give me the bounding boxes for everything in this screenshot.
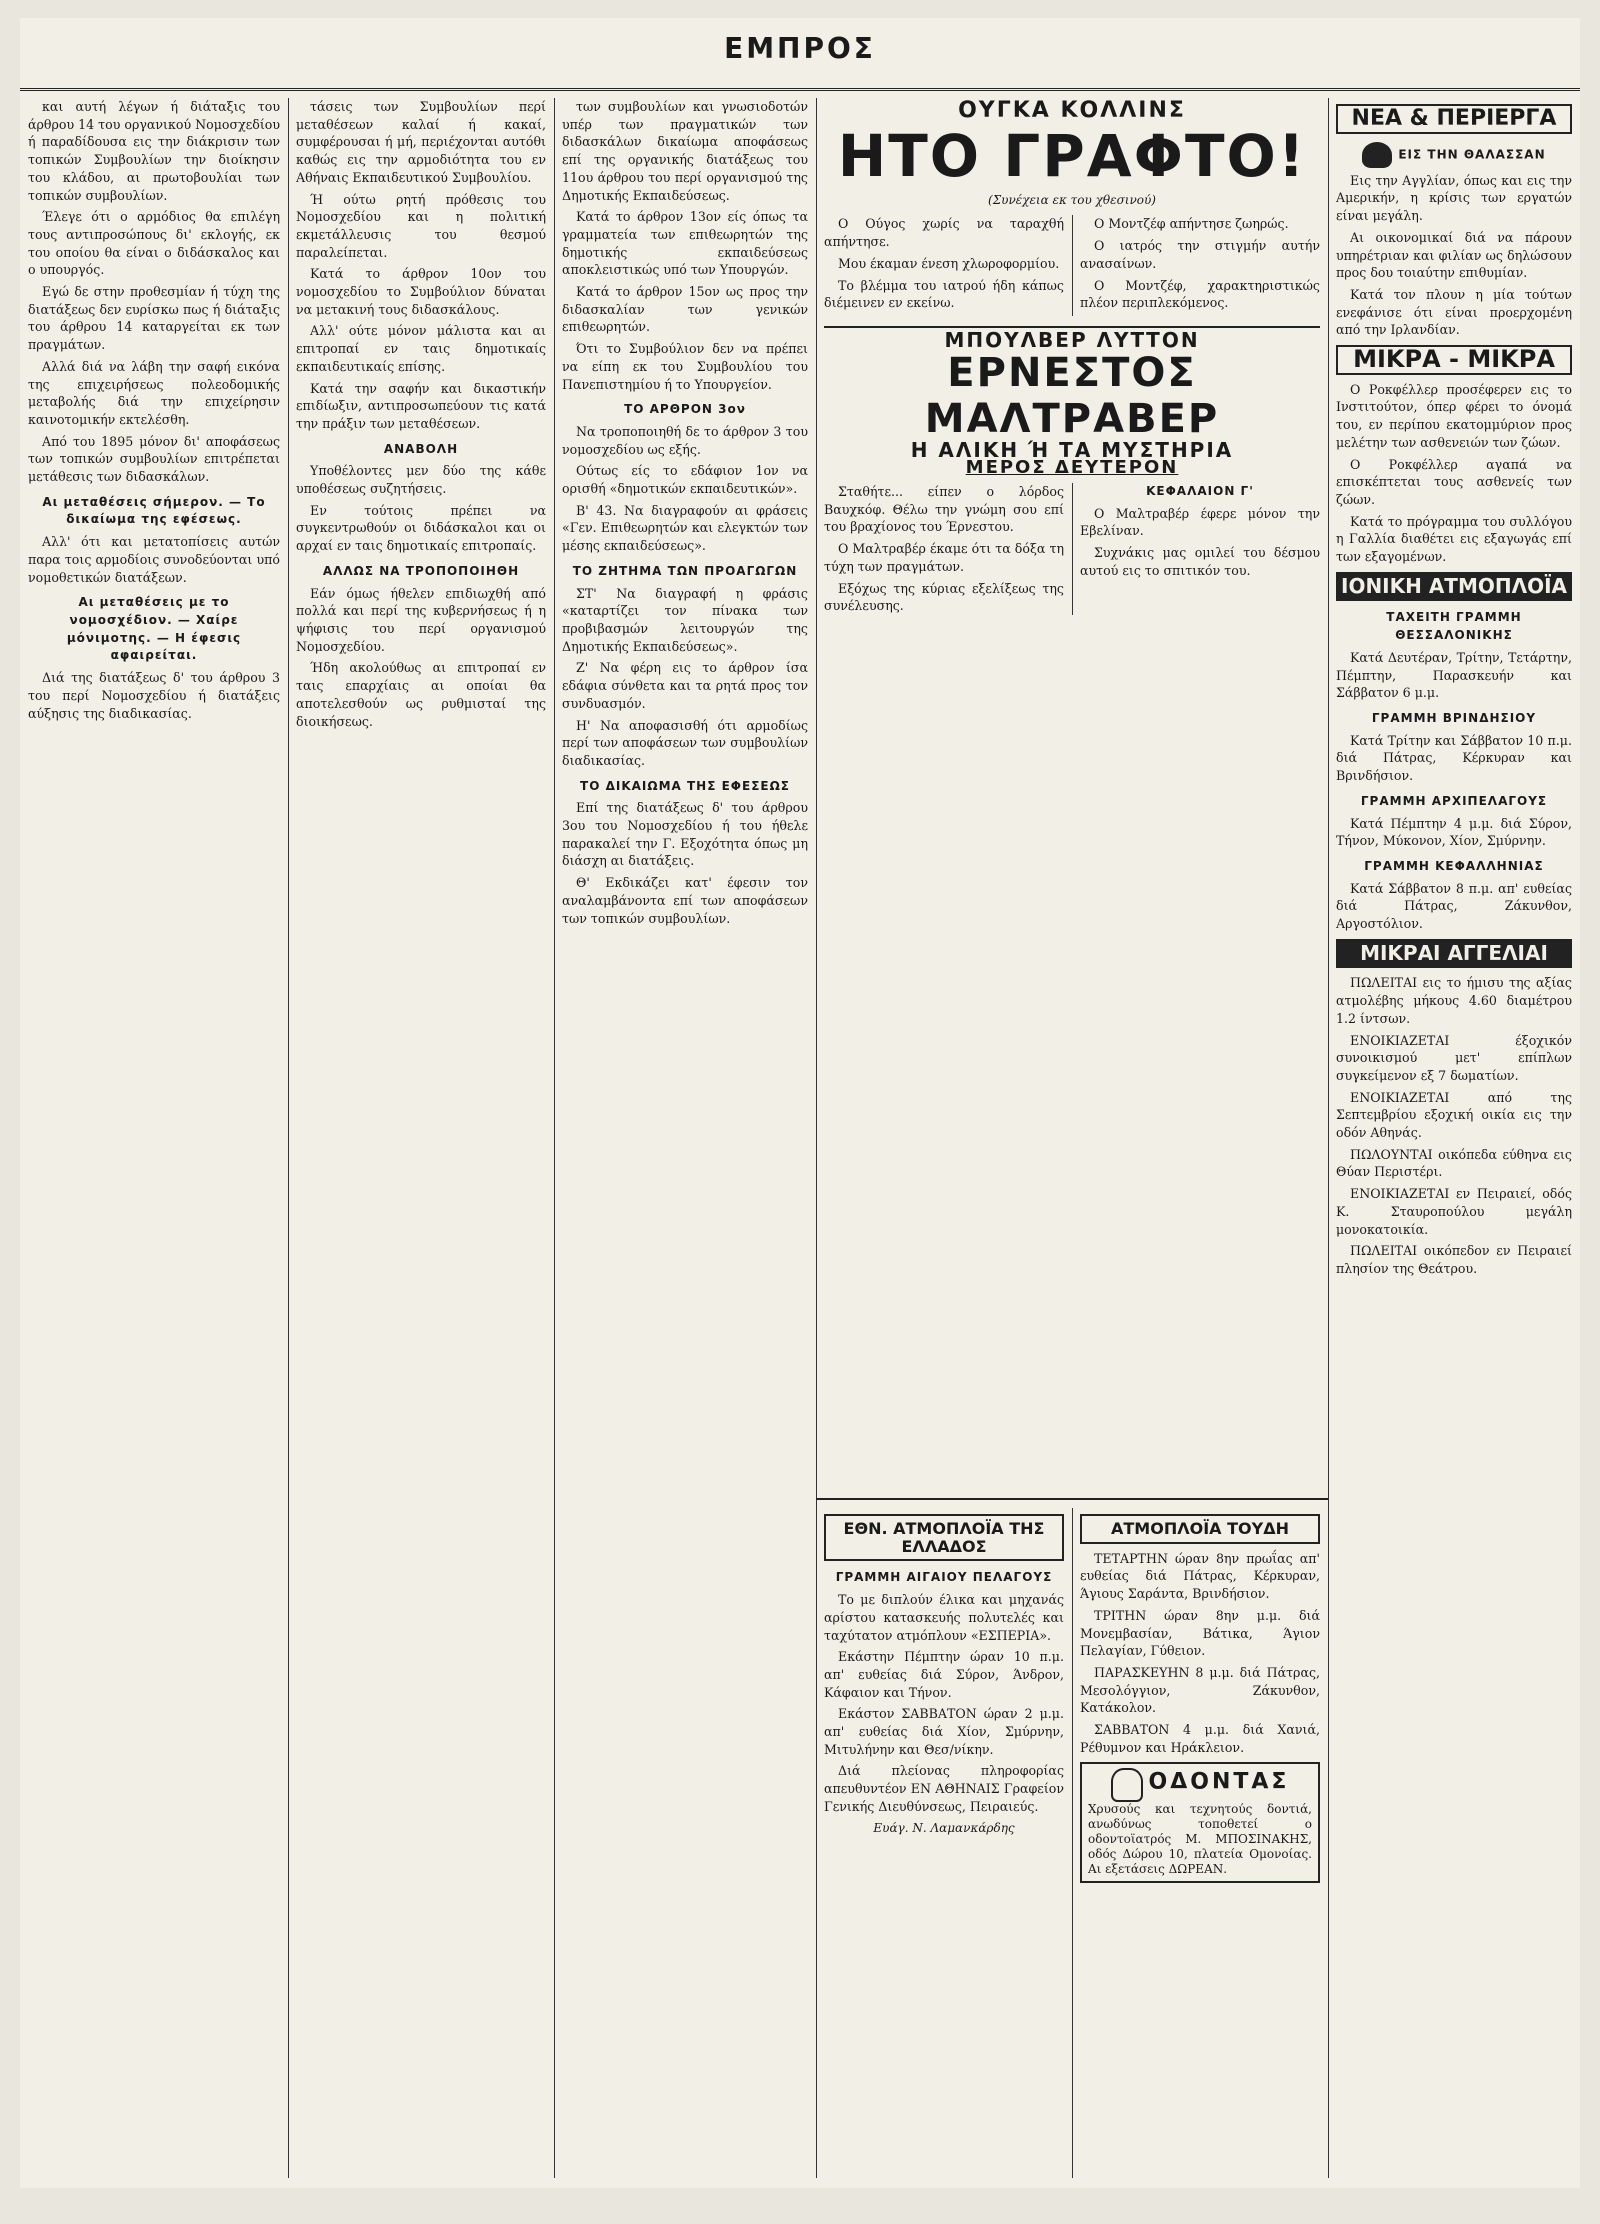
section-heading: Αι μεταθέσεις σήμερον. — Το δικαίωμα της εφέσεως. <box>42 494 266 527</box>
paragraph: Εγώ δε στην προθεσμίαν ή τύχη της διατάξεως δεν ευρίσκω πως ή διάταξις του άρθρου 14 καταργείται εκ των πραγμάτων. <box>28 284 280 353</box>
paragraph: Εκάστον ΣΑΒΒΑΤΟΝ ώραν 2 μ.μ. απ' ευθείας διά Χίον, Σμύρνην, Μιτυλήνην και Θεσ/νίκην. <box>824 1706 1064 1757</box>
paragraph: Μου έκαμαν ένεση χλωροφορμίου. <box>838 255 1060 271</box>
masthead-title: ΕΜΠΡΟΣ <box>724 32 876 65</box>
paragraph: Ούτως είς το εδάφιον 1ον να ορισθή «δημοτικών εκπαιδευτικών». <box>562 463 808 497</box>
column-4-bottom-left <box>816 1508 1072 2178</box>
paragraph: Αι οικονομικαί διά να πάρουν υπηρέτριαν και φιλίαν ως δηλώσουν προς δου τοιαύτην επιθυμίαν. <box>1336 229 1572 281</box>
paragraph: των συμβουλίων και γνωσιοδοτών υπέρ των πραγματικών των διδασκάλων δικαίωμα αποφάσεως επί της οργανικής διατάξεως του 11ου άρθρου του περί οργανισμού της Δημοτικής Εκπαιδεύσεως. <box>562 99 808 203</box>
paragraph: Αλλά διά να λάβη την σαφή εικόνα της επιχειρήσεως πολεοδομικής μεταβολής διά την επιχείρησιν καινοτομικήν εκτελέσθη. <box>28 358 280 427</box>
section-heading: ΤΟ ΖΗΤΗΜΑ ΤΩΝ ΠΡΟΑΓΩΓΩΝ <box>572 563 798 578</box>
section-heading: Αι μεταθέσεις με το νομοσχέδιον. — Χαίρε μόνιμοτης. — Η έφεσις αφαιρείται. <box>66 595 242 663</box>
paragraph: τάσεις των Συμβουλίων περί μεταθέσεων καλαί ή κακαί, συμφέρουσαι ή μή, περιέχονται αυτόθι καθώς εις την αρμοδιότητα του εν Αθήναις Εκπαιδευτικού Συμβουλίου. <box>296 99 546 185</box>
serial-subtitle: Η ΑΛΙΚΗ Ή ΤΑ ΜΥΣΤΗΡΙΑ <box>910 437 1234 462</box>
paragraph: Ο Μοντζέφ, χαρακτηριστικώς πλέον περιπλεκόμενος. <box>1080 277 1320 311</box>
paragraph: Κατά το άρθρον 13ον είς όπως τα γραμματεία των επιθεωρητών της δημοτικής εκπαιδεύσεως αποκλειστικώς υπό των Υπουργών. <box>562 209 808 278</box>
ship-line-heading: ΤΑΧΕΙΤΗ ΓΡΑΜΜΗ ΘΕΣΣΑΛΟΝΙΚΗΣ <box>1386 610 1522 643</box>
paragraph: Ο ιατρός την στιγμήν αυτήν ανασαίνων. <box>1080 238 1320 271</box>
ad-subtitle: ΓΡΑΜΜΗ ΑΙΓΑΙΟΥ ΠΕΛΑΓΟΥΣ <box>835 1570 1053 1585</box>
paragraph: Από του 1895 μόνον δι' αποφάσεως των τοπικών συμβουλίων επιτρέπεται μετάθεσις των διδασκάλων. <box>28 433 280 485</box>
paragraph: ΠΑΡΑΣΚΕΥΗΝ 8 μ.μ. διά Πάτρας, Μεσολόγγιον, Ζάκυνθον, Κατάκολον. <box>1080 1664 1320 1716</box>
paragraph: Σταθήτε... είπεν ο λόρδος Βαυχκόφ. Θέλω την γνώμη σου επί του βραχίονος του Έρνεστου. <box>824 484 1064 535</box>
section-title: ΜΙΚΡΑ - ΜΙΚΡΑ <box>1336 345 1572 375</box>
ad-title: ΑΤΜΟΠΛΟΪΑ ΤΟΥΔΗ <box>1080 1514 1320 1544</box>
column-2 <box>288 98 554 2178</box>
ad-title: ΕΘΝ. ΑΤΜΟΠΛΟΪΑ ΤΗΣ ΕΛΛΑΔΟΣ <box>824 1514 1064 1561</box>
chapter-heading: ΚΕΦΑΛΑΙΟΝ Γ' <box>1146 484 1254 499</box>
section-title: ΙΟΝΙΚΗ ΑΤΜΟΠΛΟΪΑ <box>1336 572 1572 602</box>
paragraph: Β' 43. Να διαγραφούν αι φράσεις «Γεν. Επιθεωρητών και ελεγκτών των μέσης εκπαιδεύσεως». <box>562 502 808 554</box>
ship-line-heading: ΓΡΑΜΜΗ ΒΡΙΝΔΗΣΙΟΥ <box>1371 710 1537 725</box>
paragraph: Ο Μαλτραβέρ έκαμε ότι τα δόξα τη τύχη των πραγμάτων. <box>824 541 1064 574</box>
paragraph: Ή ούτω ρητή πρόθεσις του Νομοσχεδίου και η πολιτική εκμετάλλευσις του θεσμού παραλείπεται. <box>296 191 546 260</box>
paragraph: Κατά Πέμπτην 4 μ.μ. διά Σύρον, Τήνον, Μύκονον, Χίον, Σμύρνην. <box>1336 815 1572 849</box>
newspaper-page <box>20 18 1580 2188</box>
paragraph: ΠΩΛΟΥΝΤΑΙ οικόπεδα εύθηνα εις Θύαν Περιστέρι. <box>1336 1146 1572 1180</box>
paragraph: Θ' Εκδικάζει κατ' έφεσιν τον αναλαμβάνοντα επί των αποφάσεων των τοπικών συμβουλίων. <box>562 875 808 926</box>
paragraph: Ο Ροκφέλλερ αγαπά να επισκέπτεται τους ασθενείς των ζώων. <box>1336 456 1572 507</box>
paragraph: Η' Να αποφασισθή ότι αρμοδίως περί των αποφάσεων των συμβουλίων διαδικασίας. <box>562 717 808 768</box>
dentist-text: Χρυσούς και τεχνητούς δοντιά, ανωδύνως τοποθετεί ο οδοντοϊατρός Μ. ΜΠΟΣΙΝΑΚΗΣ, οδός Δώρου 10, πλατεία Ομονοίας. Αι εξετάσεις ΔΩΡΕΑΝ. <box>1088 1802 1312 1877</box>
paragraph: Κατά τον πλουν η μία τούτων ενεφάνισε ότι είναι προερχομένη από την Ιρλανδίαν. <box>1336 286 1572 338</box>
dentist-title: ΟΔΟΝΤΑΣ <box>1148 1769 1290 1795</box>
paragraph: Έλεγε ότι ο αρμόδιος θα επιλέγη τους αντιπροσώπους δι' εκλογής, εκ του οποίου θα είναι ο διδάσκαλος και ο υπουργός. <box>28 209 280 278</box>
paragraph: Να τροποποιηθή δε το άρθρον 3 του νομοσχεδίου ως εξής. <box>562 423 808 457</box>
paragraph: Κατά Τρίτην και Σάββατον 10 π.μ. διά Πάτρας, Κέρκυραν και Βρινδήσιον. <box>1336 732 1572 784</box>
paragraph: Συχνάκις μας ομιλεί του δέσμου αυτού εις το σπιτικόν του. <box>1080 545 1320 578</box>
column-4-bottom-right <box>1072 1508 1328 2178</box>
paragraph: και αυτή λέγων ή διάταξις του άρθρου 14 του οργανικού Νομοσχεδίου ή παραδίδουσα εις την διάκρισιν των τοπικών Συμβουλίων την διοίκησιν του κλάδου, αι πρωτοβουλίαι των τοπικών συμβουλίων. <box>28 99 280 203</box>
paragraph: Εις την Αγγλίαν, όπως και εις την Αμερικήν, η κρίσις των εργατών είναι μεγάλη. <box>1336 172 1572 224</box>
paragraph: Διά πλείονας πληροφορίας απευθυντέον ΕΝ ΑΘΗΝΑΙΣ Γραφείον Γενικής Διευθύνσεως, Πειραιεύς. <box>824 1763 1064 1814</box>
paragraph: ΤΕΤΑΡΤΗΝ ώραν 8ην πρωΐας απ' ευθείας διά Πάτρας, Κέρκυραν, Άγιους Σαράντα, Βρινδήσιον. <box>1080 1550 1320 1602</box>
paragraph: Κατά Δευτέραν, Τρίτην, Τετάρτην, Πέμπτην, Παρασκευήν και Σάββατον 6 μ.μ. <box>1336 649 1572 701</box>
paragraph: Κατά το πρόγραμμα του συλλόγου η Γαλλία διαθέτει εις εξαγωγάς επί των εξαγομένων. <box>1336 513 1572 565</box>
paragraph: Ότι το Συμβούλιον δεν να πρέπει να είπη εκ του Συμβουλίου του Πανεπιστημίου ή το Υπουργείον. <box>562 341 808 392</box>
paragraph: Το βλέμμα του ιατρού ήδη κάπως διέμεινεν εν εκείνω. <box>824 277 1064 311</box>
serial-part: ΜΕΡΟΣ ΔΕΥΤΕΡΟΝ <box>965 457 1179 479</box>
paragraph: Επί της διατάξεως δ' του άρθρου 3ου του Νομοσχεδίου ή του ήθελε παρακαλεί την Γ. Εξοχότητα όπως μη διάσχη αι διατάξεις. <box>562 800 808 869</box>
section-heading: ΤΟ ΔΙΚΑΙΩΜΑ ΤΗΣ ΕΦΕΣΕΩΣ <box>580 778 790 793</box>
paragraph: Κατά το άρθρον 15ον ως προς την διδασκαλίαν των γενικών επιθεωρητών. <box>562 284 808 335</box>
section-heading: ΑΛΛΩΣ ΝΑ ΤΡΟΠΟΠΟΙΗΘΗ <box>322 563 520 578</box>
column-4-serials <box>816 98 1328 1508</box>
paragraph: Εάν όμως ήθελεν επιδιωχθή από πολλά και περί της κυβερνήσεως ή η ψήφισις του περί οργανισμού Νομοσχεδίου. <box>296 585 546 654</box>
section-title: ΜΙΚΡΑΙ ΑΓΓΕΛΙΑΙ <box>1336 939 1572 969</box>
paragraph: Ήδη ακολούθως αι επιτροπαί εν ταις επαρχίαις αι οποίαι θα αποτελεσθούν ως ρυθμισταί της διοικήσεως. <box>296 660 546 729</box>
bird-icon <box>1362 142 1392 168</box>
paragraph: Ο Μαλτραβέρ έφερε μόνον την Εβελίναν. <box>1080 505 1320 539</box>
serial-title: ΗΤΟ ΓΡΑΦΤΟ! <box>837 121 1307 190</box>
paragraph: Αλλ' ότι και μετατοπίσεις αυτών παρα τοις αρμοδίοις συνοδεύονται υπό νομοθετικών διατάξεων. <box>28 534 280 585</box>
section-heading: ΑΝΑΒΟΛΗ <box>383 441 459 456</box>
serial-author: ΟΥΓΚΑ ΚΟΛΛΙΝΣ <box>958 98 1186 123</box>
paragraph: ΕΝΟΙΚΙΑΖΕΤΑΙ από της Σεπτεμβρίου εξοχική οικία εις την οδόν Αθηνάς. <box>1336 1089 1572 1141</box>
paragraph: Το με διπλούν έλικα και μηχανάς αρίστου κατασκευής πολυτελές και ταχύτατον ατμόπλουν «ΕΣΠΕΡΙΑ». <box>824 1592 1064 1643</box>
paragraph: Διά της διατάξεως δ' του άρθρου 3 του περί Νομοσχεδίου ή διατάξεις αύξησις της διαδικασίας. <box>28 670 280 721</box>
dentist-ad <box>1080 1762 1320 1883</box>
paragraph: Ο Μοντζέφ απήντησε ζωηρώς. <box>1094 216 1289 232</box>
column-5 <box>1328 98 1580 2178</box>
ship-line-heading: ΓΡΑΜΜΗ ΚΕΦΑΛΛΗΝΙΑΣ <box>1364 858 1544 873</box>
news-subheading: ΕΙΣ ΤΗΝ ΘΑΛΑΣΣΑΝ <box>1398 147 1546 162</box>
serial-title: ΕΡΝΕΣΤΟΣ ΜΑΛΤΡΑΒΕΡ <box>924 349 1220 442</box>
signature: Ευάγ. Ν. Λαμανκάρδης <box>873 1820 1015 1835</box>
paragraph: ΠΩΛΕΙΤΑΙ εις το ήμισυ της αξίας ατμολέβης μήκους 4.60 διαμέτρου 1.2 ίντσων. <box>1336 975 1572 1026</box>
paragraph: ΤΡΙΤΗΝ ώραν 8ην μ.μ. διά Μονεμβασίαν, Βάτικα, Άγιον Πελαγίαν, Γύθειον. <box>1080 1607 1320 1659</box>
paragraph: Εν τούτοις πρέπει να συγκεντρωθούν οι διδάσκαλοι και οι αρχαί εν ταις δημοτικαίς επιτροπαίς. <box>296 502 546 554</box>
paragraph: ΕΝΟΙΚΙΑΖΕΤΑΙ εν Πειραιεί, οδός Κ. Σταυροπούλου μεγάλη μονοκατοικία. <box>1336 1186 1572 1237</box>
paragraph: Κατά το άρθρον 10ον του νομοσχεδίου το Συμβούλιον δύναται να μετακινή τους διδασκάλους. <box>296 266 546 317</box>
paragraph: Ζ' Να φέρη εις το άρθρον ίσα εδάφια σύνθετα και τα ρητά προς τον συνδυασμόν. <box>562 660 808 711</box>
paragraph: Εξόχως της κύριας εξελίξεως της συνέλευσης. <box>824 580 1064 614</box>
paragraph: Ο Ούγος χωρίς να ταραχθή απήντησε. <box>824 216 1064 250</box>
serial-note: (Συνέχεια εκ του χθεσινού) <box>988 192 1156 207</box>
tooth-icon <box>1111 1768 1143 1802</box>
column-3 <box>554 98 816 2178</box>
paragraph: ΠΩΛΕΙΤΑΙ οικόπεδον εν Πειραιεί πλησίον της Θεάτρου. <box>1336 1243 1572 1276</box>
ship-line-heading: ΓΡΑΜΜΗ ΑΡΧΙΠΕΛΑΓΟΥΣ <box>1360 793 1548 808</box>
paragraph: Εκάστην Πέμπτην ώραν 10 π.μ. απ' ευθείας διά Σύρον, Άνδρον, Κάφαιον και Τήνον. <box>824 1649 1064 1700</box>
paragraph: Αλλ' ούτε μόνον μάλιστα και αι επιτροπαί εν ταις δημοτικαίς εκπαιδευτικαίς επίσης. <box>296 323 546 374</box>
paragraph: ΕΝΟΙΚΙΑΖΕΤΑΙ έξοχικόν συνοικισμού μετ' επίπλων συγκείμενον εξ 7 δωματίων. <box>1336 1032 1572 1083</box>
masthead <box>20 18 1580 91</box>
column-1 <box>20 98 288 2178</box>
serial-author: ΜΠΟΥΛΒΕΡ ΛΥΤΤΟΝ <box>944 327 1200 352</box>
paragraph: Υποθέλοντες μεν δύο της κάθε υποθέσεως συζητήσεις. <box>296 463 546 497</box>
paragraph: ΣΑΒΒΑΤΟΝ 4 μ.μ. διά Χανιά, Ρέθυμνον και Ηράκλειον. <box>1080 1722 1320 1755</box>
paragraph: Κατά Σάββατον 8 π.μ. απ' ευθείας διά Πάτρας, Ζάκυνθον, Αργοστόλιον. <box>1336 880 1572 932</box>
paragraph: Κατά την σαφήν και δικαστικήν επιδίωξιν, αντιπροσωπεύουν τις κατά την πράξιν των μεταθέσεων. <box>296 380 546 431</box>
news-title: ΝΕΑ & ΠΕΡΙΕΡΓΑ <box>1336 104 1572 134</box>
paragraph: ΣΤ' Να διαγραφή η φράσις «καταρτίζει τον πίνακα των προβιβασμών λειτουργών της Δημοτικής Εκπαιδεύσεως». <box>562 585 808 654</box>
section-heading: ΤΟ ΑΡΘΡΟΝ 3ον <box>624 402 746 417</box>
paragraph: Ο Ροκφέλλερ προσέφερεν εις το Ινστιτούτον, όπερ φέρει το όνομά του, εν περίπου εκατομμύριον προς μελέτην των ασθενειών των ζώων. <box>1336 381 1572 450</box>
